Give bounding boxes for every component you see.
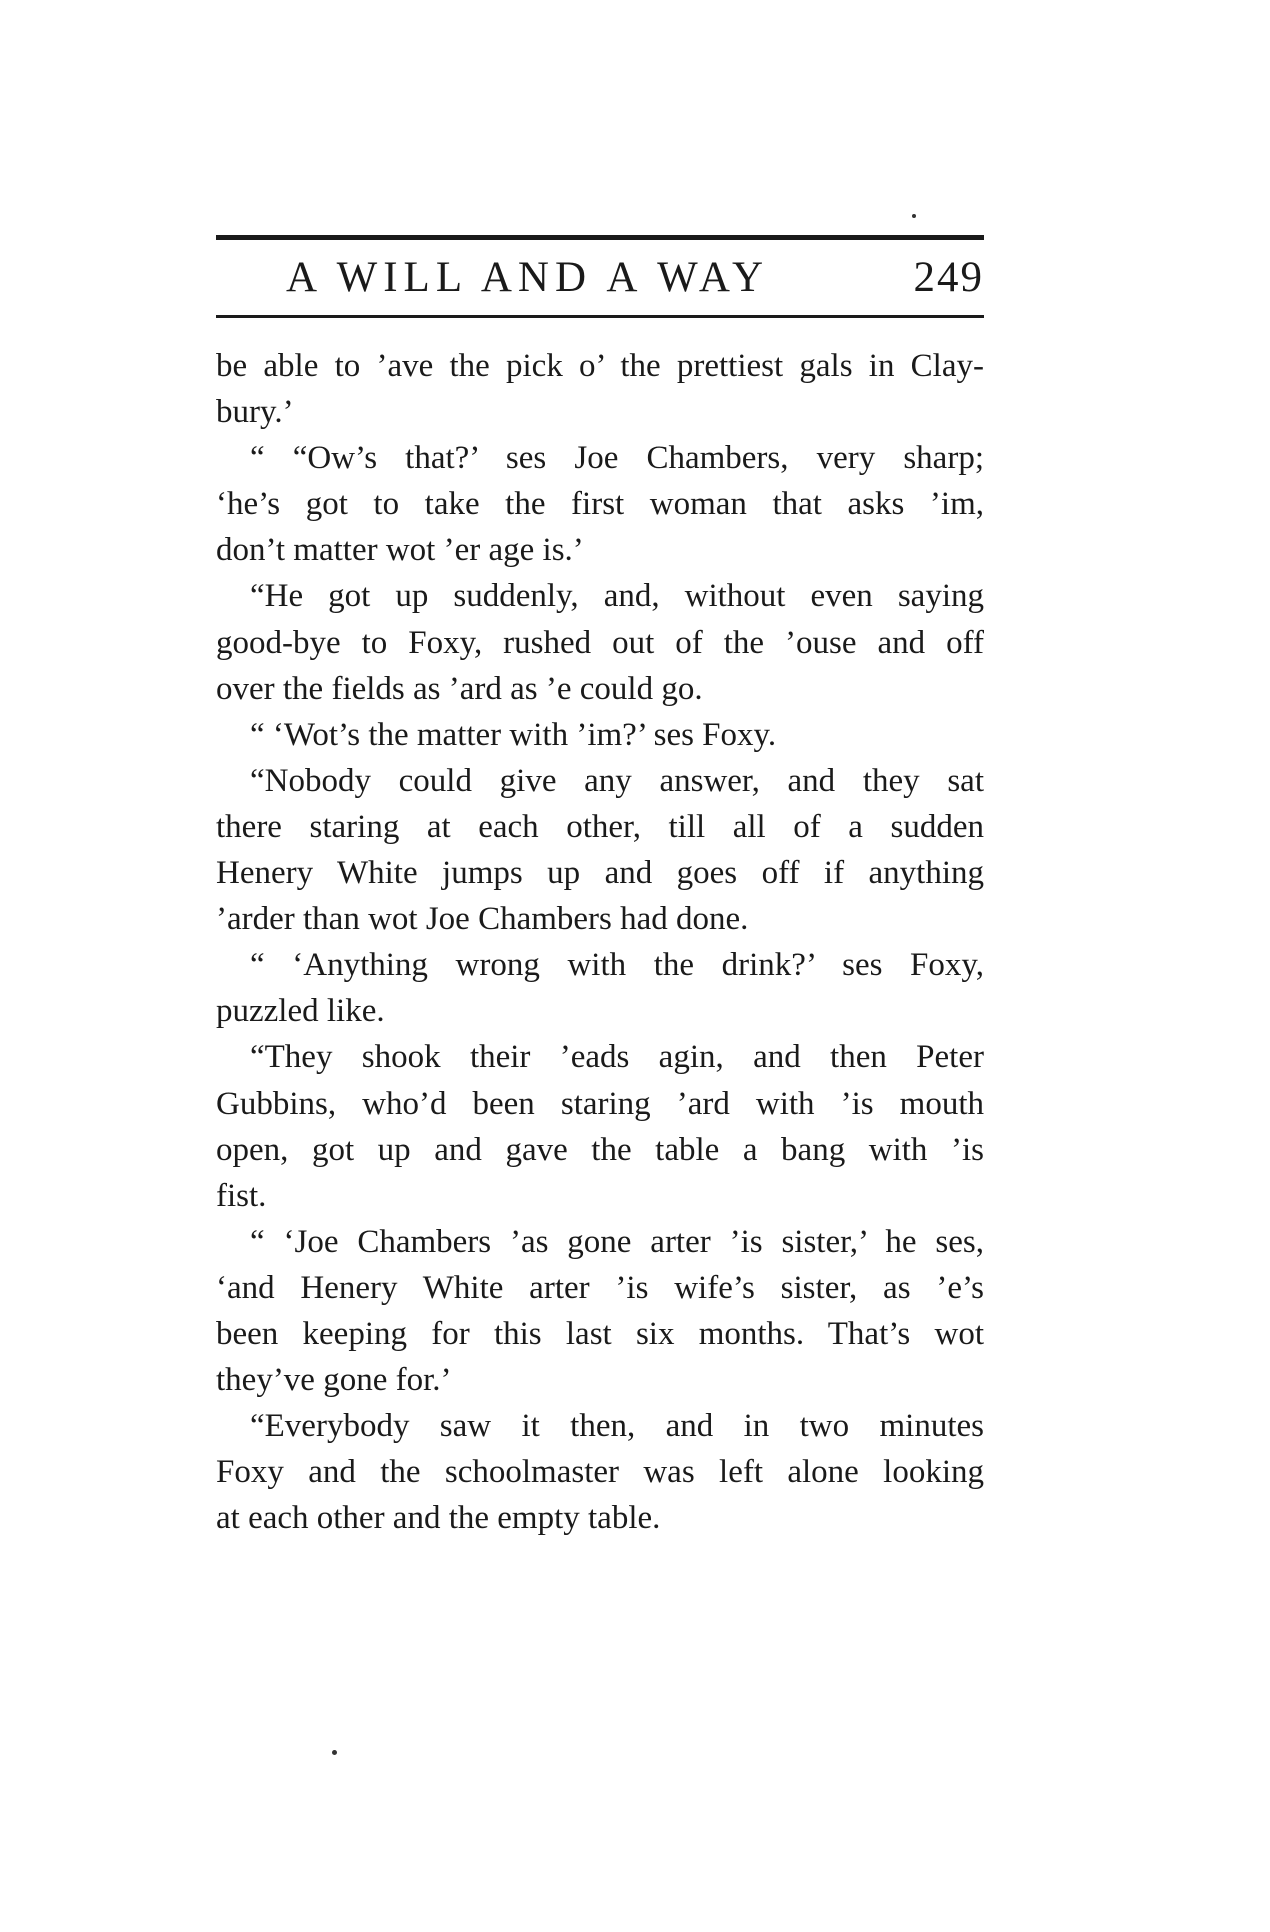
text-line: be able to ’ave the pick o’ the prettiest gals in Clay- [216,348,984,384]
text-line: ’arder than wot Joe Chambers had done. [216,901,749,938]
text-line: there staring at each other, till all of a sudden [216,808,984,845]
text-line: Henery White jumps up and goes off if anything [216,855,984,892]
text-line: “ ‘Anything wrong with the drink?’ ses Foxy, [250,947,984,984]
text-line: fist. [216,1177,267,1214]
text-line: “Everybody saw it then, and in two minutes [250,1408,984,1445]
text-line: “Nobody could give any answer, and they sat [250,762,984,799]
text-line: don’t matter wot ’er age is.’ [216,532,584,569]
text-line: over the fields as ’ard as ’e could go. [216,670,703,707]
text-line: been keeping for this last six months. That’s wot [216,1315,984,1352]
text-line: puzzled like. [216,993,385,1030]
text-line: “ ‘Wot’s the matter with ’im?’ ses Foxy. [250,716,777,753]
text-line: “ “Ow’s that?’ ses Joe Chambers, very sharp; [250,440,984,477]
text-line: “ ‘Joe Chambers ’as gone arter ’is sister,’ he ses, [250,1223,984,1260]
text-line: Foxy and the schoolmaster was left alone looking [216,1454,984,1491]
text-line: they’ve gone for.’ [216,1362,452,1399]
running-title: A WILL AND A WAY [286,254,770,301]
header-rule-bottom [216,315,984,318]
text-line: “He got up suddenly, and, without even saying [250,578,984,615]
text-line: ‘and Henery White arter ’is wife’s sister, as ’e’s [216,1269,984,1306]
running-header [216,248,984,308]
text-line: Gubbins, who’d been staring ’ard with ’is mouth [216,1085,984,1122]
header-rule-top [216,235,984,240]
text-line: open, got up and gave the table a bang with ’is [216,1131,984,1168]
body-text [216,343,984,1541]
text-line: at each other and the empty table. [216,1500,661,1537]
text-line: ‘he’s got to take the first woman that asks ’im, [216,486,984,523]
ink-speck [332,1750,337,1755]
page-number: 249 [913,254,984,301]
text-line: bury.’ [216,394,294,431]
text-line: “They shook their ’eads agin, and then Peter [250,1039,984,1076]
text-line: good-bye to Foxy, rushed out of the ’ouse and off [216,624,984,661]
ink-speck [912,214,916,218]
